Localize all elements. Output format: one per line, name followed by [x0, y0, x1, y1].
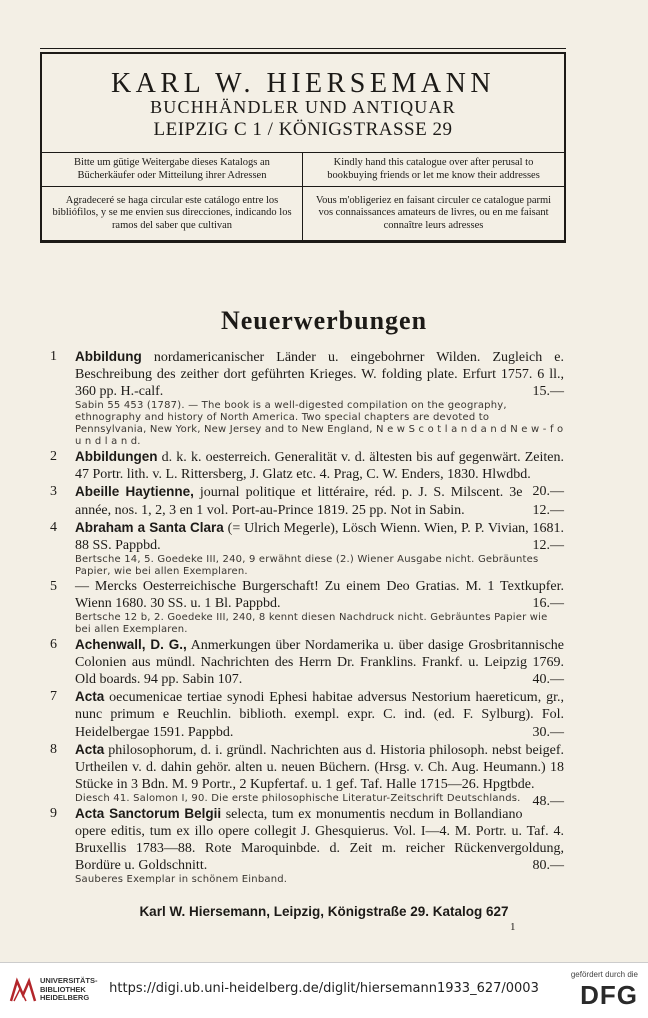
entry-price: 40.— — [532, 672, 564, 688]
viewer-bar — [0, 962, 648, 1018]
entry-number: 6 — [50, 637, 57, 653]
entry-number: 4 — [50, 519, 57, 535]
university-name-line: HEIDELBERG — [40, 993, 90, 1002]
catalog-entry — [50, 741, 565, 809]
entry-note: Diesch 41. Salomon I, 90. Die erste philosophische Literatur-Zeitschrift Deutschlands. — [75, 792, 521, 804]
entry-price: 12.— — [532, 502, 564, 518]
entry-heading: Acta — [75, 741, 105, 757]
entry-price: 48.— — [532, 793, 564, 809]
entry-number: 7 — [50, 689, 57, 705]
university-name-line: UNIVERSITÄTS- — [40, 976, 98, 985]
firm-address: LEIPZIG C 1 / KÖNIGSTRASSE 29 — [153, 119, 453, 140]
entry-note: Bertsche 14, 5. Goedeke III, 240, 9 erwähnt diese (2.) Wiener Ausgabe nicht. Gebräuntes Papier, wie bei allen Exemplaren. — [75, 553, 539, 577]
entry-price: 20.— — [532, 484, 564, 500]
entry-body — [75, 805, 564, 874]
firm-subtitle: BUCHHÄNDLER UND ANTIQUAR — [150, 97, 456, 117]
entry-heading: Acta Sanctorum Belgii — [75, 805, 222, 821]
entry-number: 3 — [50, 484, 57, 500]
catalog-entry — [50, 519, 564, 578]
university-name-line: BIBLIOTHEK — [40, 984, 86, 994]
section-title: Neuerwerbungen — [220, 306, 428, 335]
entry-body — [75, 636, 564, 688]
entry-description: philosophorum, d. i. gründl. Nachrichten aus d. Historia philosoph. nebst beigef. Urtheilen v. d. dahin gehör. alten u. neuen Büchern. (Hrsg. v. Ch. Aug. Heumann.) 18 Stücke in 3 Bdn. M. 9 Portr., 2 Kupfertaf. u. 1 gef. Taf. Halle 1715—26. Hpgtbde. — [75, 742, 565, 792]
catalog-entry — [50, 483, 564, 518]
entry-note: Sabin 55 453 (1787). — The book is a well-digested compilation on the geography, ethnography and history of North America. Two special chapters are devoted to Pennsylvania, New York, New Jersey and to New England, N e w S c o t l a n d a n d N e w - f o u n d l a n d. — [75, 400, 564, 448]
notice-french: Vous m'obligeriez en faisant circuler ce catalogue parmi vos connaissances amateurs de livres, ou en me faisant connaître leurs adresses — [315, 194, 552, 231]
notice-spanish: Agradeceré se haga circular este catálogo entre los bibliófilos, y se me envien sus direcciones, indicando los ramos del saber que cultivan — [42, 187, 303, 240]
catalog-entry — [50, 348, 564, 448]
catalog-entry — [50, 578, 564, 636]
entry-price: 15.— — [532, 384, 564, 400]
letterhead-box — [40, 52, 566, 242]
entry-number: 1 — [50, 349, 57, 364]
entry-heading: Abeille Haytienne, — [75, 484, 194, 500]
entry-heading: Abbildungen — [75, 449, 158, 465]
catalog-footer: Karl W. Hiersemann, Leipzig, Königstraße 29. Katalog 627 — [139, 904, 509, 919]
header-rule-top — [40, 48, 566, 49]
entry-description: Anmerkungen über Nordamerika u. über dasige Grosbritannische Colonien aus mündl. Nachrichten des Herrn Dr. Franklins. Frankf. u. Leipzig 1769. Old boards. 94 pp. Sabin 107. — [75, 638, 564, 688]
entry-price: 30.— — [532, 724, 564, 740]
entry-number: 8 — [50, 741, 57, 757]
entry-note: Bertsche 12 b, 2. Goedeke III, 240, 8 kennt diesen Nachdruck nicht. Gebräuntes Papier wie bei allen Exemplaren. — [75, 612, 548, 636]
entry-price: 12.— — [532, 537, 564, 553]
entry-heading: Acta — [75, 689, 105, 705]
entry-price: 80.— — [532, 858, 564, 874]
entry-description: d. k. k. oesterreich. Generalität v. d. ältesten bis auf gegenwärt. Zeiten. 47 Portr. lith. v. L. Rittersberg, J. Glatz etc. 4. Prag, C. W. Enders, 1830. Hlwdbd. — [75, 450, 564, 483]
entry-number: 2 — [50, 449, 57, 465]
entry-body — [75, 519, 564, 554]
entry-body — [75, 578, 564, 612]
page-number: 1 — [510, 921, 516, 933]
funding-label: gefördert durch die — [570, 970, 638, 979]
entry-body — [75, 688, 564, 740]
entry-price: 16.— — [532, 595, 564, 611]
entry-description: journal politique et littéraire, réd. p. J. S. Milscent. 3e année, nos. 1, 2, 3 en 1 vol. Port-au-Prince 1819. 25 pp. Not in Sabin. — [75, 485, 523, 518]
entry-heading: Abbildung — [75, 349, 142, 364]
notice-grid — [42, 152, 564, 240]
entry-description: oecumenicae tertiae synodi Ephesi habitae adversus Nestorium haereticum, gr., nunc primum e Reuchlin. biblioth. exempl. expr. C. ind. (ed. F. Sylburg). Fol. Heidelbergae 1591. Pappbd. — [75, 690, 564, 740]
catalog-entry — [50, 636, 564, 688]
entry-body — [75, 348, 564, 400]
firm-name: KARL W. HIERSEMANN — [110, 68, 496, 99]
catalog-entries — [50, 348, 564, 886]
notice-german: Bitte um gütige Weitergabe dieses Katalogs an Bücherkäufer oder Mitteilung ihrer Adressen — [42, 153, 303, 187]
notice-english: Kindly hand this catalogue over after perusal to bookbuying friends or let me know their addresses — [303, 153, 564, 187]
entry-note: Sauberes Exemplar in schönem Einband. — [75, 874, 288, 886]
entry-description: nordamericanischer Länder u. eingebohrner Wilden. Zugleich e. Beschreibung des zeither dort geführten Krieges. W. folding plate. Erfurt 1757. 6 ll., 360 pp. H.-calf. — [75, 350, 565, 400]
entry-number: 5 — [50, 578, 57, 594]
entry-number: 9 — [50, 805, 57, 821]
entry-description: selecta, tum ex monumentis necdum in Bollandiano opere editis, tum ex illo opere collegit J. Ghesquierus. Vol. I—4. M. Portr. u. Taf. 4. Bruxellis 1783—88. Rote Maroquinbde. d. Zeit m. reicher Rückenvergoldung, Bordüre u. Goldschnitt. — [75, 806, 564, 874]
catalog-entry — [50, 805, 564, 886]
entry-heading: Abraham a Santa Clara — [75, 519, 224, 535]
catalog-entry — [50, 688, 564, 740]
entry-description: (= Ulrich Megerle), Lösch Wienn. Wien, P. P. Vivian, 1681. 88 SS. Pappbd. — [75, 520, 565, 553]
header-rule-bottom — [40, 242, 566, 243]
entry-description: — Mercks Oesterreichische Burgerschaft! Zu einem Deo Gratias. M. 1 Textkupfer. Wienn 1680. 30 SS. u. 1 Bl. Pappbd. — [75, 578, 564, 611]
entry-body — [75, 483, 564, 518]
document-url[interactable]: https://digi.ub.uni-heidelberg.de/diglit/hiersemann1933_627/0003 — [109, 981, 539, 996]
entry-heading: Achenwall, D. G., — [75, 637, 187, 653]
dfg-logo[interactable]: DFG — [580, 980, 638, 1010]
